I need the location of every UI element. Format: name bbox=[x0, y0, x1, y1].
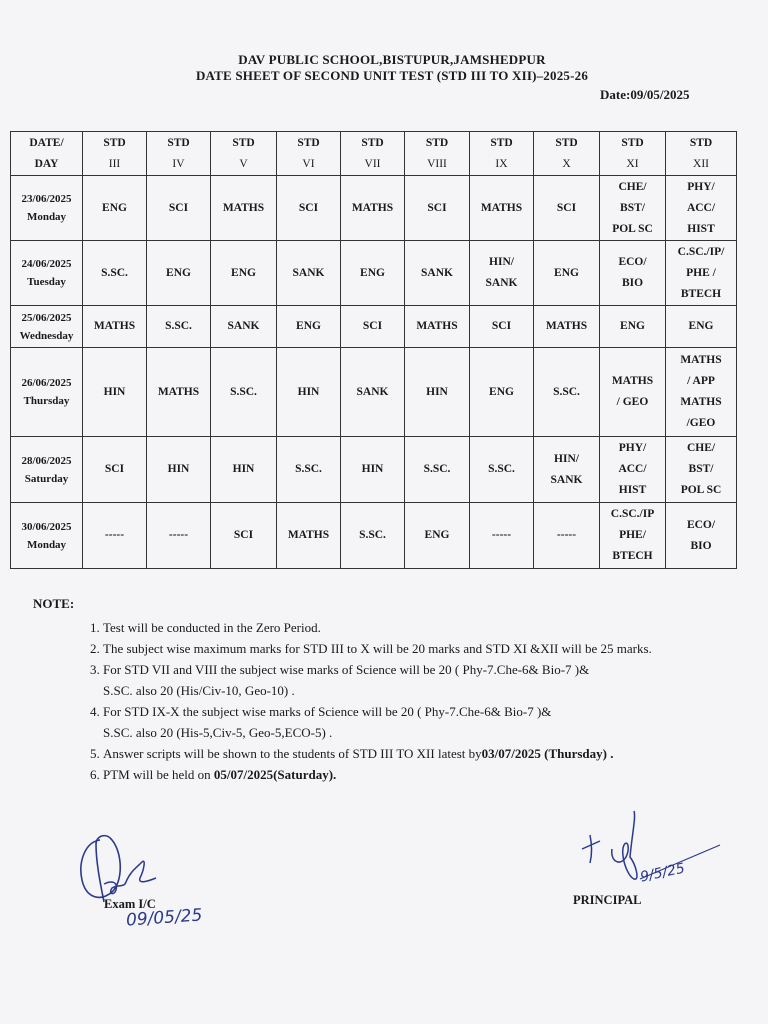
subject-cell bbox=[534, 437, 600, 503]
subject-text: MATHS bbox=[222, 201, 265, 214]
header-std-x bbox=[534, 132, 600, 176]
subject-cell bbox=[405, 241, 470, 306]
header-day-label: DAY bbox=[34, 157, 59, 170]
header-class: IX bbox=[495, 157, 508, 170]
exam-day: Thursday bbox=[23, 395, 70, 407]
header-std: STD bbox=[361, 136, 384, 149]
subject-text: SCI bbox=[168, 201, 189, 214]
header-date-day bbox=[11, 132, 83, 176]
subject-cell bbox=[211, 437, 277, 503]
subject-cell bbox=[341, 176, 405, 241]
subject-text: MATHS bbox=[480, 201, 523, 214]
note-item bbox=[103, 617, 763, 638]
exam-date: 28/06/2025 bbox=[21, 454, 72, 467]
subject-text: SCI bbox=[491, 320, 512, 332]
exam-day: Monday bbox=[26, 538, 67, 551]
subject-text: MATHS bbox=[680, 396, 722, 408]
note-text: The subject wise maximum marks for STD III to X will be 20 marks and STD XI &XII will be 25 marks. bbox=[103, 641, 652, 656]
subject-text: ENG bbox=[489, 385, 514, 398]
subject-cell bbox=[147, 306, 211, 348]
table-row bbox=[11, 306, 737, 348]
subject-text: ENG bbox=[296, 320, 321, 332]
subject-text: MATHS bbox=[611, 375, 654, 387]
subject-cell bbox=[211, 348, 277, 437]
subject-text: /GEO bbox=[686, 417, 716, 429]
subject-text: PHE/ bbox=[619, 529, 646, 541]
subject-text: HIN/ bbox=[554, 452, 579, 465]
subject-text: SCI bbox=[298, 201, 319, 214]
subject-cell bbox=[666, 241, 737, 306]
subject-cell bbox=[600, 241, 666, 306]
subject-text: S.SC. bbox=[165, 320, 192, 332]
note-bold-date: 05/07/2025(Saturday). bbox=[213, 767, 337, 782]
subject-text: / GEO bbox=[616, 396, 649, 408]
header-std: STD bbox=[232, 136, 255, 149]
note-text-continued: S.SC. also 20 (His-5,Civ-5, Geo-5,ECO-5) . bbox=[103, 725, 333, 740]
subject-text: S.SC. bbox=[230, 385, 257, 398]
subject-text: SANK bbox=[356, 385, 389, 398]
table-header-row bbox=[11, 132, 737, 176]
subject-cell bbox=[147, 176, 211, 241]
subject-cell bbox=[534, 503, 600, 569]
note-text: For STD IX-X the subject wise marks of Science will be 20 ( Phy-7.Che-6& Bio-7 )& bbox=[103, 704, 552, 719]
subject-text: HIN bbox=[167, 463, 190, 475]
subject-text: ACC/ bbox=[686, 201, 716, 214]
subject-cell bbox=[83, 241, 147, 306]
subject-text: S.SC. bbox=[359, 529, 386, 541]
note-text: Answer scripts will be shown to the students of STD III TO XII latest by bbox=[103, 746, 482, 761]
subject-cell bbox=[211, 176, 277, 241]
subject-text: ACC/ bbox=[618, 463, 647, 475]
subject-text: SANK bbox=[421, 266, 453, 279]
header-std: STD bbox=[621, 136, 644, 149]
subject-cell bbox=[534, 176, 600, 241]
subject-cell bbox=[534, 348, 600, 437]
principal-label: PRINCIPAL bbox=[573, 893, 642, 907]
subject-cell bbox=[341, 503, 405, 569]
table-row bbox=[11, 176, 737, 241]
subject-text: BST/ bbox=[688, 463, 714, 475]
subject-cell bbox=[277, 176, 341, 241]
principal-handwritten-date: 9/5/25 bbox=[638, 860, 687, 886]
header-class: X bbox=[562, 157, 571, 170]
subject-cell bbox=[470, 241, 534, 306]
subject-cell bbox=[405, 503, 470, 569]
table-row bbox=[11, 503, 737, 569]
exam-date: 25/06/2025 bbox=[21, 311, 72, 324]
note-text: Test will be conducted in the Zero Period. bbox=[103, 620, 321, 635]
header-std-v bbox=[211, 132, 277, 176]
subject-text: HIN bbox=[103, 385, 126, 398]
subject-cell bbox=[470, 503, 534, 569]
exam-date: 24/06/2025 bbox=[21, 258, 72, 270]
exam-date: 23/06/2025 bbox=[21, 193, 72, 205]
subject-cell bbox=[341, 306, 405, 348]
header-std-vi bbox=[277, 132, 341, 176]
note-bold-date: 03/07/2025 (Thursday) . bbox=[481, 746, 614, 761]
subject-text: ENG bbox=[620, 320, 645, 332]
subject-cell bbox=[470, 176, 534, 241]
subject-cell bbox=[405, 306, 470, 348]
subject-text: ECO/ bbox=[618, 256, 647, 268]
header-std: STD bbox=[689, 136, 713, 149]
subject-text: SANK bbox=[550, 473, 583, 486]
subject-text: C.SC./IP bbox=[610, 508, 655, 520]
subject-cell bbox=[534, 241, 600, 306]
exam-date: 30/06/2025 bbox=[21, 520, 72, 533]
subject-cell bbox=[147, 503, 211, 569]
header-std-iii bbox=[83, 132, 147, 176]
header-std: STD bbox=[555, 136, 578, 149]
subject-cell bbox=[277, 348, 341, 437]
note-heading: NOTE: bbox=[33, 596, 75, 611]
subject-text: PHE / bbox=[686, 266, 716, 279]
date-day-cell bbox=[11, 176, 83, 241]
subject-cell bbox=[211, 503, 277, 569]
subject-text: ENG bbox=[424, 529, 450, 541]
subject-cell bbox=[470, 348, 534, 437]
subject-text: BTECH bbox=[612, 550, 653, 562]
date-sheet-title: DATE SHEET OF SECOND UNIT TEST (STD III TO XII)–2025-26 bbox=[195, 68, 589, 83]
subject-cell bbox=[277, 503, 341, 569]
subject-cell bbox=[341, 348, 405, 437]
subject-text: S.SC. bbox=[101, 266, 128, 279]
exam-ic-label: Exam I/C bbox=[104, 897, 156, 911]
subject-text: HIN bbox=[361, 463, 384, 475]
subject-cell bbox=[600, 306, 666, 348]
subject-text: POL SC bbox=[680, 484, 722, 496]
header-class: IV bbox=[172, 157, 185, 170]
subject-text: MATHS bbox=[545, 320, 588, 332]
subject-text: HIST bbox=[618, 484, 647, 496]
subject-cell bbox=[147, 437, 211, 503]
subject-cell bbox=[666, 503, 737, 569]
subject-cell bbox=[341, 241, 405, 306]
note-item bbox=[103, 659, 763, 701]
subject-text: HIN bbox=[297, 385, 320, 398]
subject-text: BIO bbox=[690, 539, 712, 552]
header-class: VI bbox=[302, 157, 315, 170]
subject-text: SCI bbox=[233, 529, 254, 541]
subject-cell bbox=[211, 241, 277, 306]
subject-text: / APP bbox=[687, 375, 715, 387]
table-row bbox=[11, 348, 737, 437]
subject-text: HIN/ bbox=[489, 256, 514, 268]
date-day-cell bbox=[11, 348, 83, 437]
subject-text: PHY/ bbox=[618, 442, 647, 454]
subject-cell bbox=[277, 306, 341, 348]
exam-day: Saturday bbox=[24, 472, 69, 485]
subject-cell bbox=[666, 437, 737, 503]
subject-text: BST/ bbox=[620, 201, 645, 214]
subject-text: MATHS bbox=[680, 354, 722, 366]
subject-cell bbox=[600, 348, 666, 437]
subject-text: SCI bbox=[556, 201, 577, 214]
header-std: STD bbox=[167, 136, 190, 149]
subject-text: HIN bbox=[426, 385, 448, 398]
exam-date: 26/06/2025 bbox=[21, 377, 72, 389]
header-std: STD bbox=[297, 136, 320, 149]
subject-text: SCI bbox=[427, 201, 447, 214]
date-sheet-table bbox=[10, 131, 737, 569]
subject-cell bbox=[147, 241, 211, 306]
date-day-cell bbox=[11, 437, 83, 503]
subject-cell bbox=[666, 348, 737, 437]
header-std-xii bbox=[666, 132, 737, 176]
header-std: STD bbox=[490, 136, 513, 149]
header-class: V bbox=[239, 157, 248, 170]
subject-text: HIST bbox=[687, 222, 715, 235]
subject-cell bbox=[83, 437, 147, 503]
subject-cell bbox=[277, 437, 341, 503]
subject-cell bbox=[83, 176, 147, 241]
header-std-viii bbox=[405, 132, 470, 176]
subject-cell bbox=[147, 348, 211, 437]
subject-cell bbox=[666, 176, 737, 241]
exam-ic-handwritten-date: 09/05/25 bbox=[125, 905, 203, 931]
subject-text: CHE/ bbox=[686, 442, 716, 454]
exam-day: Monday bbox=[26, 211, 67, 223]
subject-text: ENG bbox=[231, 266, 256, 279]
date-day-cell bbox=[11, 306, 83, 348]
subject-text: ENG bbox=[554, 266, 579, 279]
header-std-vii bbox=[341, 132, 405, 176]
subject-cell bbox=[666, 306, 737, 348]
note-item bbox=[103, 743, 763, 764]
exam-day: Wednesday bbox=[19, 329, 74, 342]
subject-cell bbox=[405, 437, 470, 503]
school-name: DAV PUBLIC SCHOOL,BISTUPUR,JAMSHEDPUR bbox=[238, 52, 546, 67]
subject-text: S.SC. bbox=[295, 463, 322, 475]
subject-cell bbox=[470, 437, 534, 503]
subject-cell bbox=[83, 503, 147, 569]
subject-cell bbox=[211, 306, 277, 348]
subject-text: MATHS bbox=[416, 320, 458, 332]
subject-text: ----- bbox=[168, 529, 189, 541]
subject-cell bbox=[600, 176, 666, 241]
header-class: VII bbox=[364, 157, 381, 170]
subject-cell bbox=[405, 176, 470, 241]
subject-text: SANK bbox=[292, 266, 325, 279]
subject-cell bbox=[405, 348, 470, 437]
subject-text: C.SC./IP/ bbox=[677, 245, 725, 258]
header-std: STD bbox=[425, 136, 449, 149]
note-text: PTM will be held on bbox=[103, 767, 214, 782]
notes-list bbox=[78, 617, 763, 785]
subject-cell bbox=[470, 306, 534, 348]
subject-cell bbox=[600, 503, 666, 569]
subject-cell bbox=[277, 241, 341, 306]
subject-text: SANK bbox=[485, 277, 518, 289]
subject-text: MATHS bbox=[157, 385, 200, 398]
subject-cell bbox=[600, 437, 666, 503]
subject-text: ----- bbox=[491, 529, 512, 541]
subject-cell bbox=[341, 437, 405, 503]
subject-text: S.SC. bbox=[553, 385, 580, 398]
subject-text: ECO/ bbox=[686, 518, 716, 531]
subject-text: PHY/ bbox=[687, 180, 715, 193]
table-body bbox=[11, 176, 737, 569]
subject-text: S.SC. bbox=[488, 463, 515, 475]
subject-text: SCI bbox=[362, 320, 383, 332]
subject-text: MATHS bbox=[93, 320, 136, 332]
header-class: III bbox=[108, 157, 121, 170]
subject-text: BIO bbox=[621, 277, 644, 289]
table-row bbox=[11, 241, 737, 306]
note-text: For STD VII and VIII the subject wise marks of Science will be 20 ( Phy-7.Che-6& Bio-7 )& bbox=[103, 662, 590, 677]
header-class: XI bbox=[626, 157, 639, 170]
subject-text: ENG bbox=[688, 320, 714, 332]
header-class: XII bbox=[693, 157, 709, 170]
subject-text: MATHS bbox=[351, 201, 394, 214]
header-std-xi bbox=[600, 132, 666, 176]
note-text-continued: S.SC. also 20 (His/Civ-10, Geo-10) . bbox=[103, 683, 295, 698]
note-item bbox=[103, 764, 763, 785]
subject-cell bbox=[83, 348, 147, 437]
subject-text: HIN bbox=[232, 463, 255, 475]
note-item bbox=[103, 701, 763, 743]
subject-cell bbox=[83, 306, 147, 348]
note-item bbox=[103, 638, 763, 659]
header-std: STD bbox=[103, 136, 126, 149]
subject-text: MATHS bbox=[287, 529, 330, 541]
subject-text: BTECH bbox=[680, 287, 722, 300]
subject-text: POL SC bbox=[612, 222, 653, 235]
issue-date: Date:09/05/2025 bbox=[600, 87, 690, 102]
header-class: VIII bbox=[427, 157, 447, 170]
subject-text: ----- bbox=[104, 529, 125, 541]
subject-text: ----- bbox=[556, 529, 577, 541]
subject-text: ENG bbox=[102, 201, 127, 214]
date-day-cell bbox=[11, 241, 83, 306]
subject-text: ENG bbox=[166, 266, 191, 279]
date-day-cell bbox=[11, 503, 83, 569]
subject-text: S.SC. bbox=[423, 463, 451, 475]
header-std-ix bbox=[470, 132, 534, 176]
subject-text: SANK bbox=[227, 320, 260, 332]
subject-text: ENG bbox=[360, 266, 385, 279]
exam-day: Tuesday bbox=[27, 276, 66, 288]
header-std-iv bbox=[147, 132, 211, 176]
table-row bbox=[11, 437, 737, 503]
subject-text: SCI bbox=[104, 463, 125, 475]
header-date-label: DATE/ bbox=[29, 136, 64, 149]
subject-cell bbox=[534, 306, 600, 348]
subject-text: CHE/ bbox=[618, 180, 647, 193]
